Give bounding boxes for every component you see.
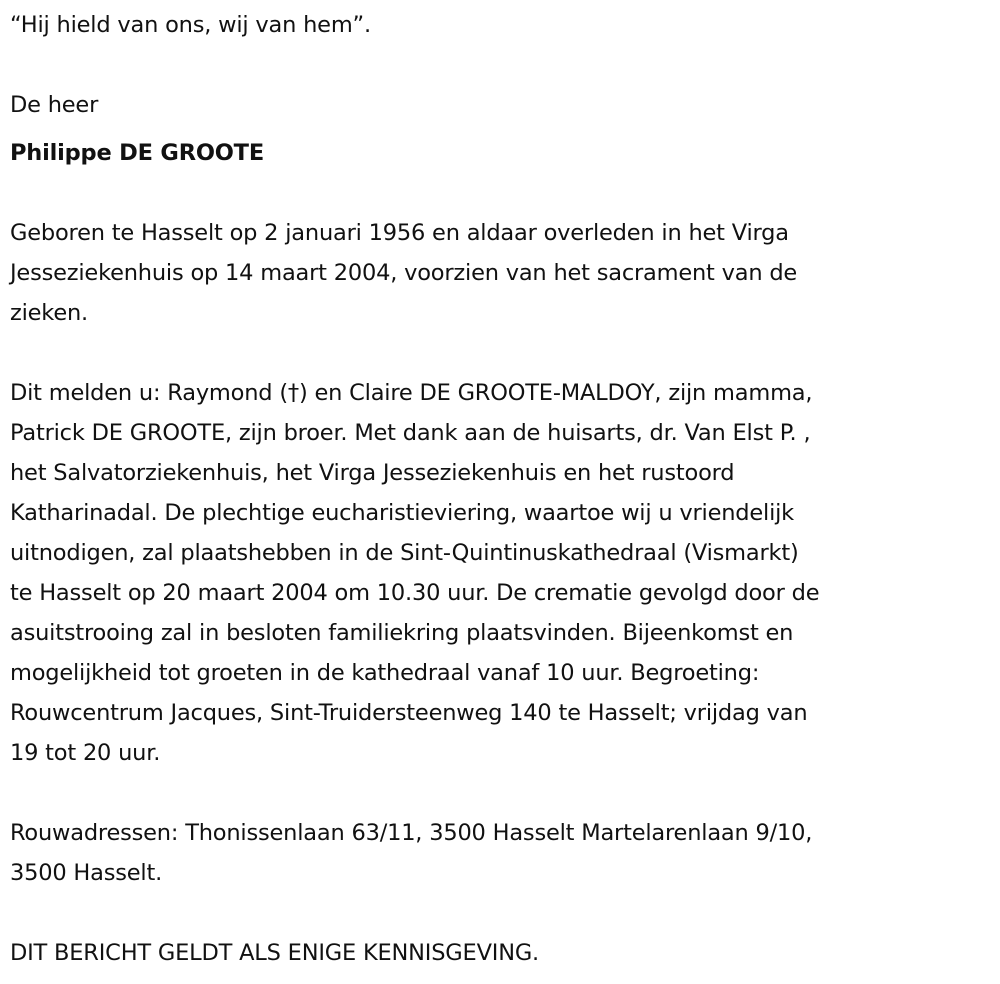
- honorific: De heer: [10, 92, 99, 118]
- text-line: Geboren te Hasselt op 2 januari 1956 en aldaar overleden in het Virga: [10, 220, 789, 246]
- text-line: Patrick DE GROOTE, zijn broer. Met dank aan de huisarts, dr. Van Elst P. ,: [10, 420, 811, 446]
- text-line: asuitstrooing zal in besloten familiekring plaatsvinden. Bijeenkomst en: [10, 620, 794, 646]
- text-line: uitnodigen, zal plaatshebben in de Sint-Quintinuskathedraal (Vismarkt): [10, 540, 799, 566]
- addresses-paragraph: [10, 813, 819, 893]
- quote: “Hij hield van ons, wij van hem”.: [10, 12, 371, 38]
- text-line: 19 tot 20 uur.: [10, 740, 161, 766]
- text-line: 3500 Hasselt.: [10, 860, 163, 886]
- text-line: te Hasselt op 20 maart 2004 om 10.30 uur. De crematie gevolgd door de: [10, 580, 820, 606]
- spacer: [10, 333, 819, 373]
- text-line: Rouwcentrum Jacques, Sint-Truidersteenweg 140 te Hasselt; vrijdag van: [10, 700, 808, 726]
- text-line: zieken.: [10, 300, 88, 326]
- spacer: [10, 773, 819, 813]
- text-line: Jesseziekenhuis op 14 maart 2004, voorzien van het sacrament van de: [10, 260, 798, 286]
- deceased-name: Philippe DE GROOTE: [10, 140, 264, 166]
- closing-notice: DIT BERICHT GELDT ALS ENIGE KENNISGEVING.: [10, 940, 540, 966]
- text-line: mogelijkheid tot groeten in de kathedraal vanaf 10 uur. Begroeting:: [10, 660, 760, 686]
- birth-paragraph: [10, 213, 819, 333]
- obituary-document: [10, 5, 819, 973]
- text-line: Dit melden u: Raymond (†) en Claire DE GROOTE-MALDOY, zijn mamma,: [10, 380, 813, 406]
- announcement-paragraph: [10, 373, 819, 773]
- spacer: [10, 893, 819, 933]
- text-line: Katharinadal. De plechtige eucharistieviering, waartoe wij u vriendelijk: [10, 500, 794, 526]
- spacer: [10, 173, 819, 213]
- spacer: [10, 45, 819, 85]
- text-line: Rouwadressen: Thonissenlaan 63/11, 3500 Hasselt Martelarenlaan 9/10,: [10, 820, 813, 846]
- text-line: het Salvatorziekenhuis, het Virga Jesseziekenhuis en het rustoord: [10, 460, 735, 486]
